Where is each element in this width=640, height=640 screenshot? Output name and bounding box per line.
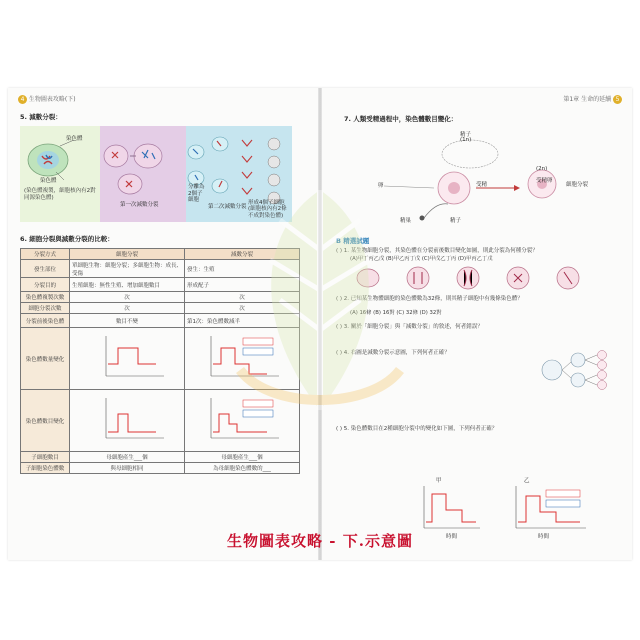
question-1-figures bbox=[350, 264, 620, 292]
table-cell: 發生：生殖 bbox=[185, 260, 300, 278]
table-row bbox=[21, 292, 300, 303]
right-page bbox=[320, 88, 632, 560]
header-cell: 減數分裂 bbox=[185, 249, 300, 260]
page-header-text: 第1章 生命的延續 bbox=[563, 96, 612, 103]
label-separate: 分離為2個子細胞 bbox=[188, 184, 205, 203]
label-zygote: 受精卵 bbox=[536, 178, 553, 184]
label-note-3: (細胞核內有2條不成對染色體) bbox=[248, 206, 287, 219]
page-number: 4 bbox=[18, 95, 27, 104]
table-cell: 與母細胞相同 bbox=[70, 463, 185, 474]
meiosis-chromosome-graph bbox=[187, 392, 297, 450]
label-second-division: 第二次減數分裂 bbox=[208, 204, 247, 210]
table-cell: 次 bbox=[185, 303, 300, 314]
meiosis-graph bbox=[187, 330, 297, 388]
meiosis-panel-1 bbox=[20, 126, 100, 222]
table-cell: 次 bbox=[185, 292, 300, 303]
table-header-row bbox=[21, 249, 300, 260]
question-4: ( ) 4. 右圖是減數分裂示意圖，下列何者正確？ bbox=[336, 350, 450, 356]
fertilization-diagram bbox=[364, 126, 584, 222]
label-chromosome: 染色體 bbox=[66, 136, 83, 142]
section-5-title: 5. 減數分裂： bbox=[20, 113, 62, 121]
graph-cell bbox=[185, 328, 300, 390]
row-header: 染色體數目變化 bbox=[21, 390, 70, 452]
section-6-title: 6. 細胞分裂與減數分裂的比較： bbox=[20, 235, 114, 243]
left-page bbox=[8, 88, 320, 560]
row-header: 發生部位 bbox=[21, 260, 70, 278]
cell-diagram-1 bbox=[20, 126, 100, 222]
label-note-1: (染色體複製，細胞核內有2對同源染色體) bbox=[24, 188, 96, 201]
row-header: 分裂前後染色體 bbox=[21, 314, 70, 328]
table-row bbox=[21, 260, 300, 278]
question-1: ( ) 1. 某生物細胞分裂，其染色體在分裂前後數目變化如圖，則此分裂為何種分裂？ bbox=[336, 248, 538, 254]
row-header: 分裂目的 bbox=[21, 278, 70, 292]
graph-time-label-b: 時間 bbox=[538, 534, 550, 540]
table-row bbox=[21, 328, 300, 390]
header-cell: 細胞分裂 bbox=[70, 249, 185, 260]
meiosis-panel-2 bbox=[100, 126, 186, 222]
graph-cell bbox=[70, 328, 185, 390]
table-cell: 生殖細胞：無性生殖、增加細胞數目 bbox=[70, 278, 185, 292]
table-row bbox=[21, 452, 300, 463]
label-sperm: 精子 bbox=[460, 132, 472, 138]
section-7-title: 7. 人類受精過程中，染色體數目變化： bbox=[344, 115, 458, 123]
header-cell: 分裂方式 bbox=[21, 249, 70, 260]
meiosis-panel-3 bbox=[186, 126, 292, 222]
table-cell: 次 bbox=[70, 303, 185, 314]
row-header: 染色體複製次數 bbox=[21, 292, 70, 303]
label-egg: 卵 bbox=[378, 183, 384, 189]
graph-cell bbox=[70, 390, 185, 452]
label-cell-division: 細胞分裂 bbox=[566, 182, 589, 188]
graph-time-label-a: 時間 bbox=[446, 534, 458, 540]
table-cell: 形成配子 bbox=[185, 278, 300, 292]
question-5: ( ) 5. 染色體數目在2種細胞分裂中的變化如下圖，下列何者正確？ bbox=[336, 426, 498, 432]
graph-label-a: 甲 bbox=[436, 478, 442, 484]
table-row bbox=[21, 463, 300, 474]
table-cell: 單細胞生物：細胞分裂；多細胞生物：成長、受傷 bbox=[70, 260, 185, 278]
label-four-cells: 形成4個子細胞 bbox=[248, 200, 285, 206]
table-cell: 第1次：染色體數減半 bbox=[185, 314, 300, 328]
table-row bbox=[21, 303, 300, 314]
row-header: 染色體數量變化 bbox=[21, 328, 70, 390]
comparison-table bbox=[20, 248, 300, 474]
table-row bbox=[21, 390, 300, 452]
label-n1: (1n) bbox=[460, 137, 472, 143]
left-page-header bbox=[18, 94, 76, 104]
mitosis-graph bbox=[72, 330, 182, 388]
page-number: 5 bbox=[613, 95, 622, 104]
question-3: ( ) 3. 關於「細胞分裂」與「減數分裂」的敘述，何者錯誤？ bbox=[336, 324, 483, 330]
table-cell: 母細胞產生___個 bbox=[70, 452, 185, 463]
table-cell: 母細胞產生___個 bbox=[185, 452, 300, 463]
page-header-text: 生物圖表攻略(下) bbox=[28, 96, 76, 103]
mitosis-chromosome-graph bbox=[72, 392, 182, 450]
question-4-figure bbox=[538, 350, 618, 390]
row-header: 細胞分裂次數 bbox=[21, 303, 70, 314]
label-centromere: 染色體 bbox=[40, 178, 57, 184]
page-caption: 生物圖表攻略 - 下.示意圖 bbox=[227, 532, 413, 550]
table-row bbox=[21, 278, 300, 292]
table-cell: 為母細胞染色體數的___ bbox=[185, 463, 300, 474]
table-cell: 次 bbox=[70, 292, 185, 303]
label-testis: 精巢 bbox=[400, 218, 412, 224]
right-page-header bbox=[563, 94, 622, 104]
book-spread bbox=[8, 88, 632, 560]
practice-title: B 精選試題 bbox=[336, 237, 370, 245]
table-cell: 數目不變 bbox=[70, 314, 185, 328]
row-header: 子細胞數目 bbox=[21, 452, 70, 463]
label-first-division: 第一次減數分裂 bbox=[120, 202, 159, 208]
label-sperm-2: 精子 bbox=[450, 218, 462, 224]
graph-label-b: 乙 bbox=[524, 478, 530, 484]
label-n2: (2n) bbox=[536, 166, 548, 172]
label-fertilization: 受精 bbox=[476, 182, 488, 188]
question-2-options: (A) 16條 (B) 16對 (C) 32條 (D) 32對 bbox=[350, 310, 442, 316]
question-1-options: (A)甲丁丙乙戊 (B)甲乙丙丁戊 (C)甲戊乙丁丙 (D)甲丙乙丁戊 bbox=[350, 256, 493, 262]
question-2: ( ) 2. 已知某生物體細胞的染色體數為32條，則其精子細胞中有幾條染色體？ bbox=[336, 296, 523, 302]
row-header: 子細胞染色體數 bbox=[21, 463, 70, 474]
table-row bbox=[21, 314, 300, 328]
graph-cell bbox=[185, 390, 300, 452]
